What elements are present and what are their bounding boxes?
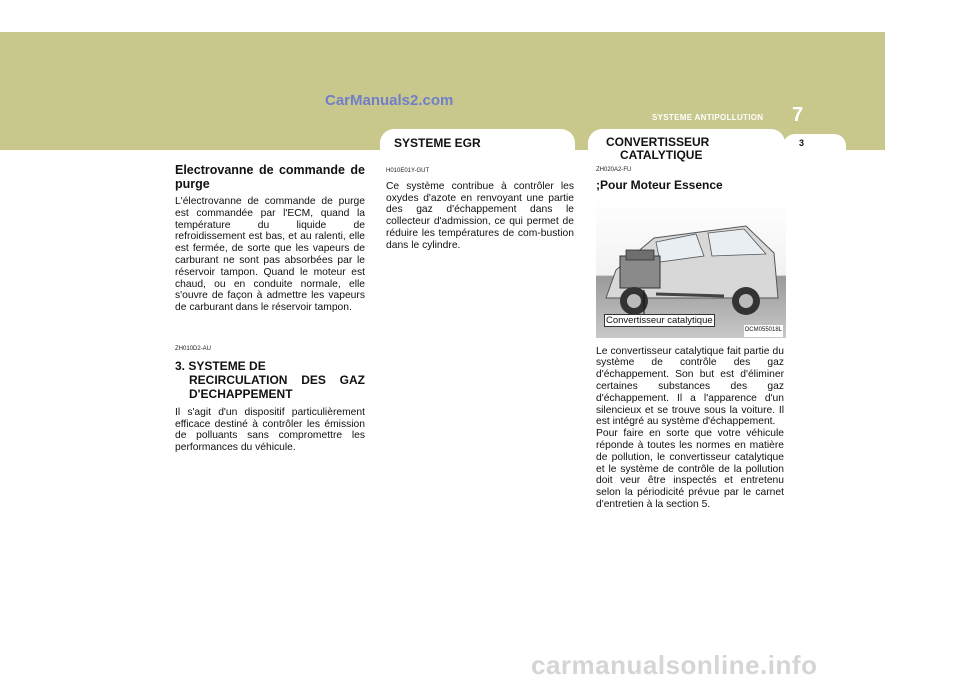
figure-code: OCM055018L [744,325,783,337]
code-zh010d2: ZH010D2-AU [175,345,212,352]
code-h010e01y: H010E01Y-GUT [386,168,430,174]
page-number-tab [783,134,846,164]
page-number: 3 [799,138,805,148]
heading-recirculation-line2: RECIRCULATION DES GAZ D'ECHAPPEMENT [189,372,365,401]
paragraph-recirculation: Il s'agit d'un dispositif particulièrement efficace destiné à contrôler les émission de polluants sans compromettre les performances du véhicule. [175,406,365,454]
subheading-moteur-essence: ;Pour Moteur Essence [596,177,723,192]
paragraph-egr: Ce système contribue à contrôler les oxydes d'azote en renvoyant une partie des gaz d'échappement dans le collecteur d'admission, ce qui permet de réduire les températures de com-bustion dans le cylindre. [386,180,574,251]
paragraph-electrovanne: L'électrovanne de commande de purge est commandée par l'ECM, quand la température du liquide de refroidissement est bas, et au ralenti, elle est fermée, de sorte que les vapeurs de carburant ne sont pas absorbées par le réservoir tampon. Quand le moteur est chaud, ou en conduite normale, elle s'ouvre de façon à admettre les vapeurs de carburant dans le réservoir tampon. [175,196,365,314]
tab-label-convertisseur [606,136,709,162]
tab-label-line1: CONVERTISSEUR [606,135,710,149]
heading-recirculation [175,359,365,401]
catalytic-converter-figure [596,198,786,338]
left-column [175,163,365,462]
section-title: SYSTEME ANTIPOLLUTION [652,113,764,122]
watermark-top[interactable]: CarManuals2.com [325,92,454,109]
paragraph-convertisseur-1: Le convertisseur catalytique fait partie du système de contrôle des gaz d'échappement. Son but est d'éliminer certaines substances des gaz d'échappement. Il a l'apparence d'un silencieux et se trouve sous la voiture. Il est intégré au système d'échappement. [596,345,784,428]
watermark-bottom[interactable]: carmanualsonline.info [531,650,818,680]
tab-label-line2: CATALYTIQUE [620,148,703,162]
middle-column [386,166,574,260]
chapter-number: 7 [792,104,804,126]
heading-electrovanne: Electrovanne de commande de purge [175,163,365,191]
right-column [596,165,784,519]
tab-label-egr: SYSTEME EGR [394,136,481,150]
figure-caption: Convertisseur catalytique [606,314,713,326]
heading-recirculation-line1: 3. SYSTEME DE [175,358,266,373]
paragraph-convertisseur-2: Pour faire en sorte que votre véhicule réponde à toutes les normes en matière de pollution, le convertisseur catalytique et le système de contrôle de la pollution doit veur être inspectés et entretenu selon la périodicité prévue par le carnet d'entretien à la section 5. [596,428,784,510]
code-zh020a2: ZH020A2-FU [596,167,632,173]
